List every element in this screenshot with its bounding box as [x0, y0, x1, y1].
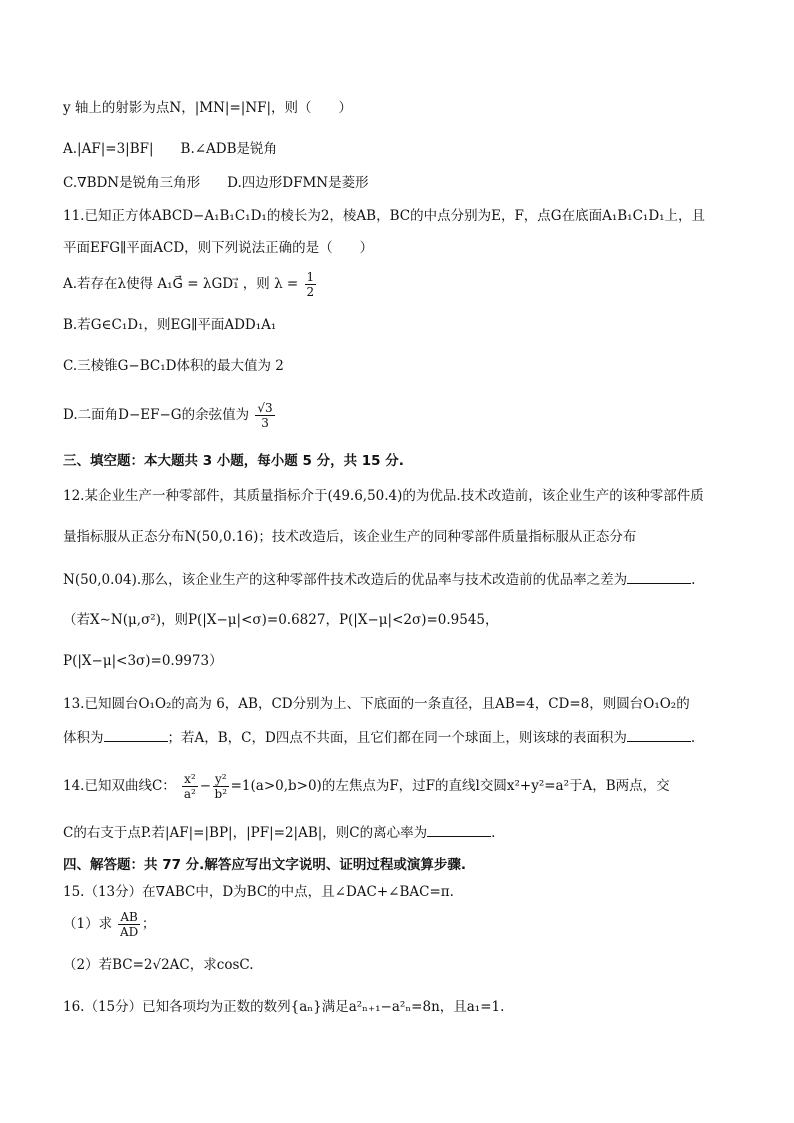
answer-blank: [627, 570, 691, 584]
fraction-x2-over-a2: $\frac{\text{x²}}{\text{a²}}$: [183, 772, 196, 801]
q10-options-ab: A.|AF|=3|BF| B.∠ADB是锐角: [63, 141, 278, 157]
q12-line-4: （若X∼N(μ,σ²)，则P(|X−μ|<σ)=0.6827，P(|X−μ|<2σ)=0.9545，: [63, 612, 499, 628]
q14-line-2: C的右支于点P.若|AF|=|BP|，|PF|=2|AB|，则C的离心率为 .: [63, 825, 496, 841]
q12-line-3: N(50,0.04).那么，该企业生产的这种零部件技术改造后的优品率与技术改造前的优品率之差为 .: [63, 572, 696, 588]
q16-stem: 16.（15分）已知各项均为正数的数列{aₙ}满足a²ₙ₊₁−a²ₙ=8n，且a₁=1.: [63, 999, 505, 1015]
q11-option-a: A.若存在λ使得 A₁G⃗ = λGD₁⃗ ，则 λ = $\frac{1}{2}$: [63, 270, 315, 299]
answer-blank: [627, 728, 691, 742]
q15-part-1: （1）求 $\frac{AB}{AD}$ ；: [63, 910, 156, 939]
q11-option-d: D.二面角D−EF−G的余弦值为 $\frac{√3}{3}$: [63, 401, 273, 430]
q11-option-b: B.若G∈C₁D₁，则EG∥平面ADD₁A₁: [63, 317, 277, 333]
fraction-y2-over-b2: $\frac{\text{y²}}{\text{b²}}$: [214, 772, 228, 801]
answer-blank: [427, 823, 491, 837]
q12-line-1: 12.某企业生产一种零部件，其质量指标介于(49.6,50.4)的为优品.技术改造前，该企业生产的该种零部件质: [63, 488, 704, 504]
section-heading-fill-blank: 三、填空题：本大题共 3 小题，每小题 5 分，共 15 分.: [63, 453, 404, 469]
q13-line-2: 体积为 ；若A，B，C，D四点不共面，且它们都在同一个球面上，则该球的表面积为 .: [63, 730, 696, 746]
q15-stem: 15.（13分）在∇ABC中，D为BC的中点，且∠DAC+∠BAC=π.: [63, 884, 454, 900]
fraction-ab-over-ad: $\frac{AB}{AD}$: [119, 910, 139, 939]
q14-line-1: 14.已知双曲线C： $\frac{\text{x²}}{\text{a²}}$ − $\frac{\text{y²}}{\text{b²}}$ =1(a>0,b>0)的左焦点为F，过F的直线l交圆x²+y²=a²于A，B两点，交: [63, 772, 670, 801]
answer-blank: [104, 728, 168, 742]
q13-line-1: 13.已知圆台O₁O₂的高为 6，AB，CD分别为上、下底面的一条直径，且AB=4，CD=8，则圆台O₁O₂的: [63, 696, 690, 712]
q11-option-c: C.三棱锥G−BC₁D体积的最大值为 2: [63, 358, 284, 374]
q12-line-5: P(|X−μ|<3σ)=0.9973）: [63, 653, 223, 669]
q10-options-cd: C.∇BDN是锐角三角形 D.四边形DFMN是菱形: [63, 175, 369, 191]
fraction-one-half: $\frac{1}{2}$: [306, 270, 315, 299]
q11-stem-2: 平面EFG∥平面ACD，则下列说法正确的是（ ）: [63, 240, 374, 256]
q10-stem-tail: y 轴上的射影为点N，|MN|=|NF|，则（ ）: [63, 100, 353, 116]
section-heading-solutions: 四、解答题：共 77 分.解答应写出文字说明、证明过程或演算步骤.: [63, 857, 466, 873]
q11-stem-1: 11.已知正方体ABCD−A₁B₁C₁D₁的棱长为2，棱AB，BC的中点分别为E，F，点G在底面A₁B₁C₁D₁上，且: [63, 208, 706, 224]
q15-part-2: （2）若BC=2√2AC，求cosC.: [63, 957, 254, 973]
q12-line-2: 量指标服从正态分布N(50,0.16)；技术改造后，该企业生产的同种零部件质量指标服从正态分布: [63, 529, 637, 545]
fraction-sqrt3-over-3: $\frac{√3}{3}$: [257, 401, 273, 430]
